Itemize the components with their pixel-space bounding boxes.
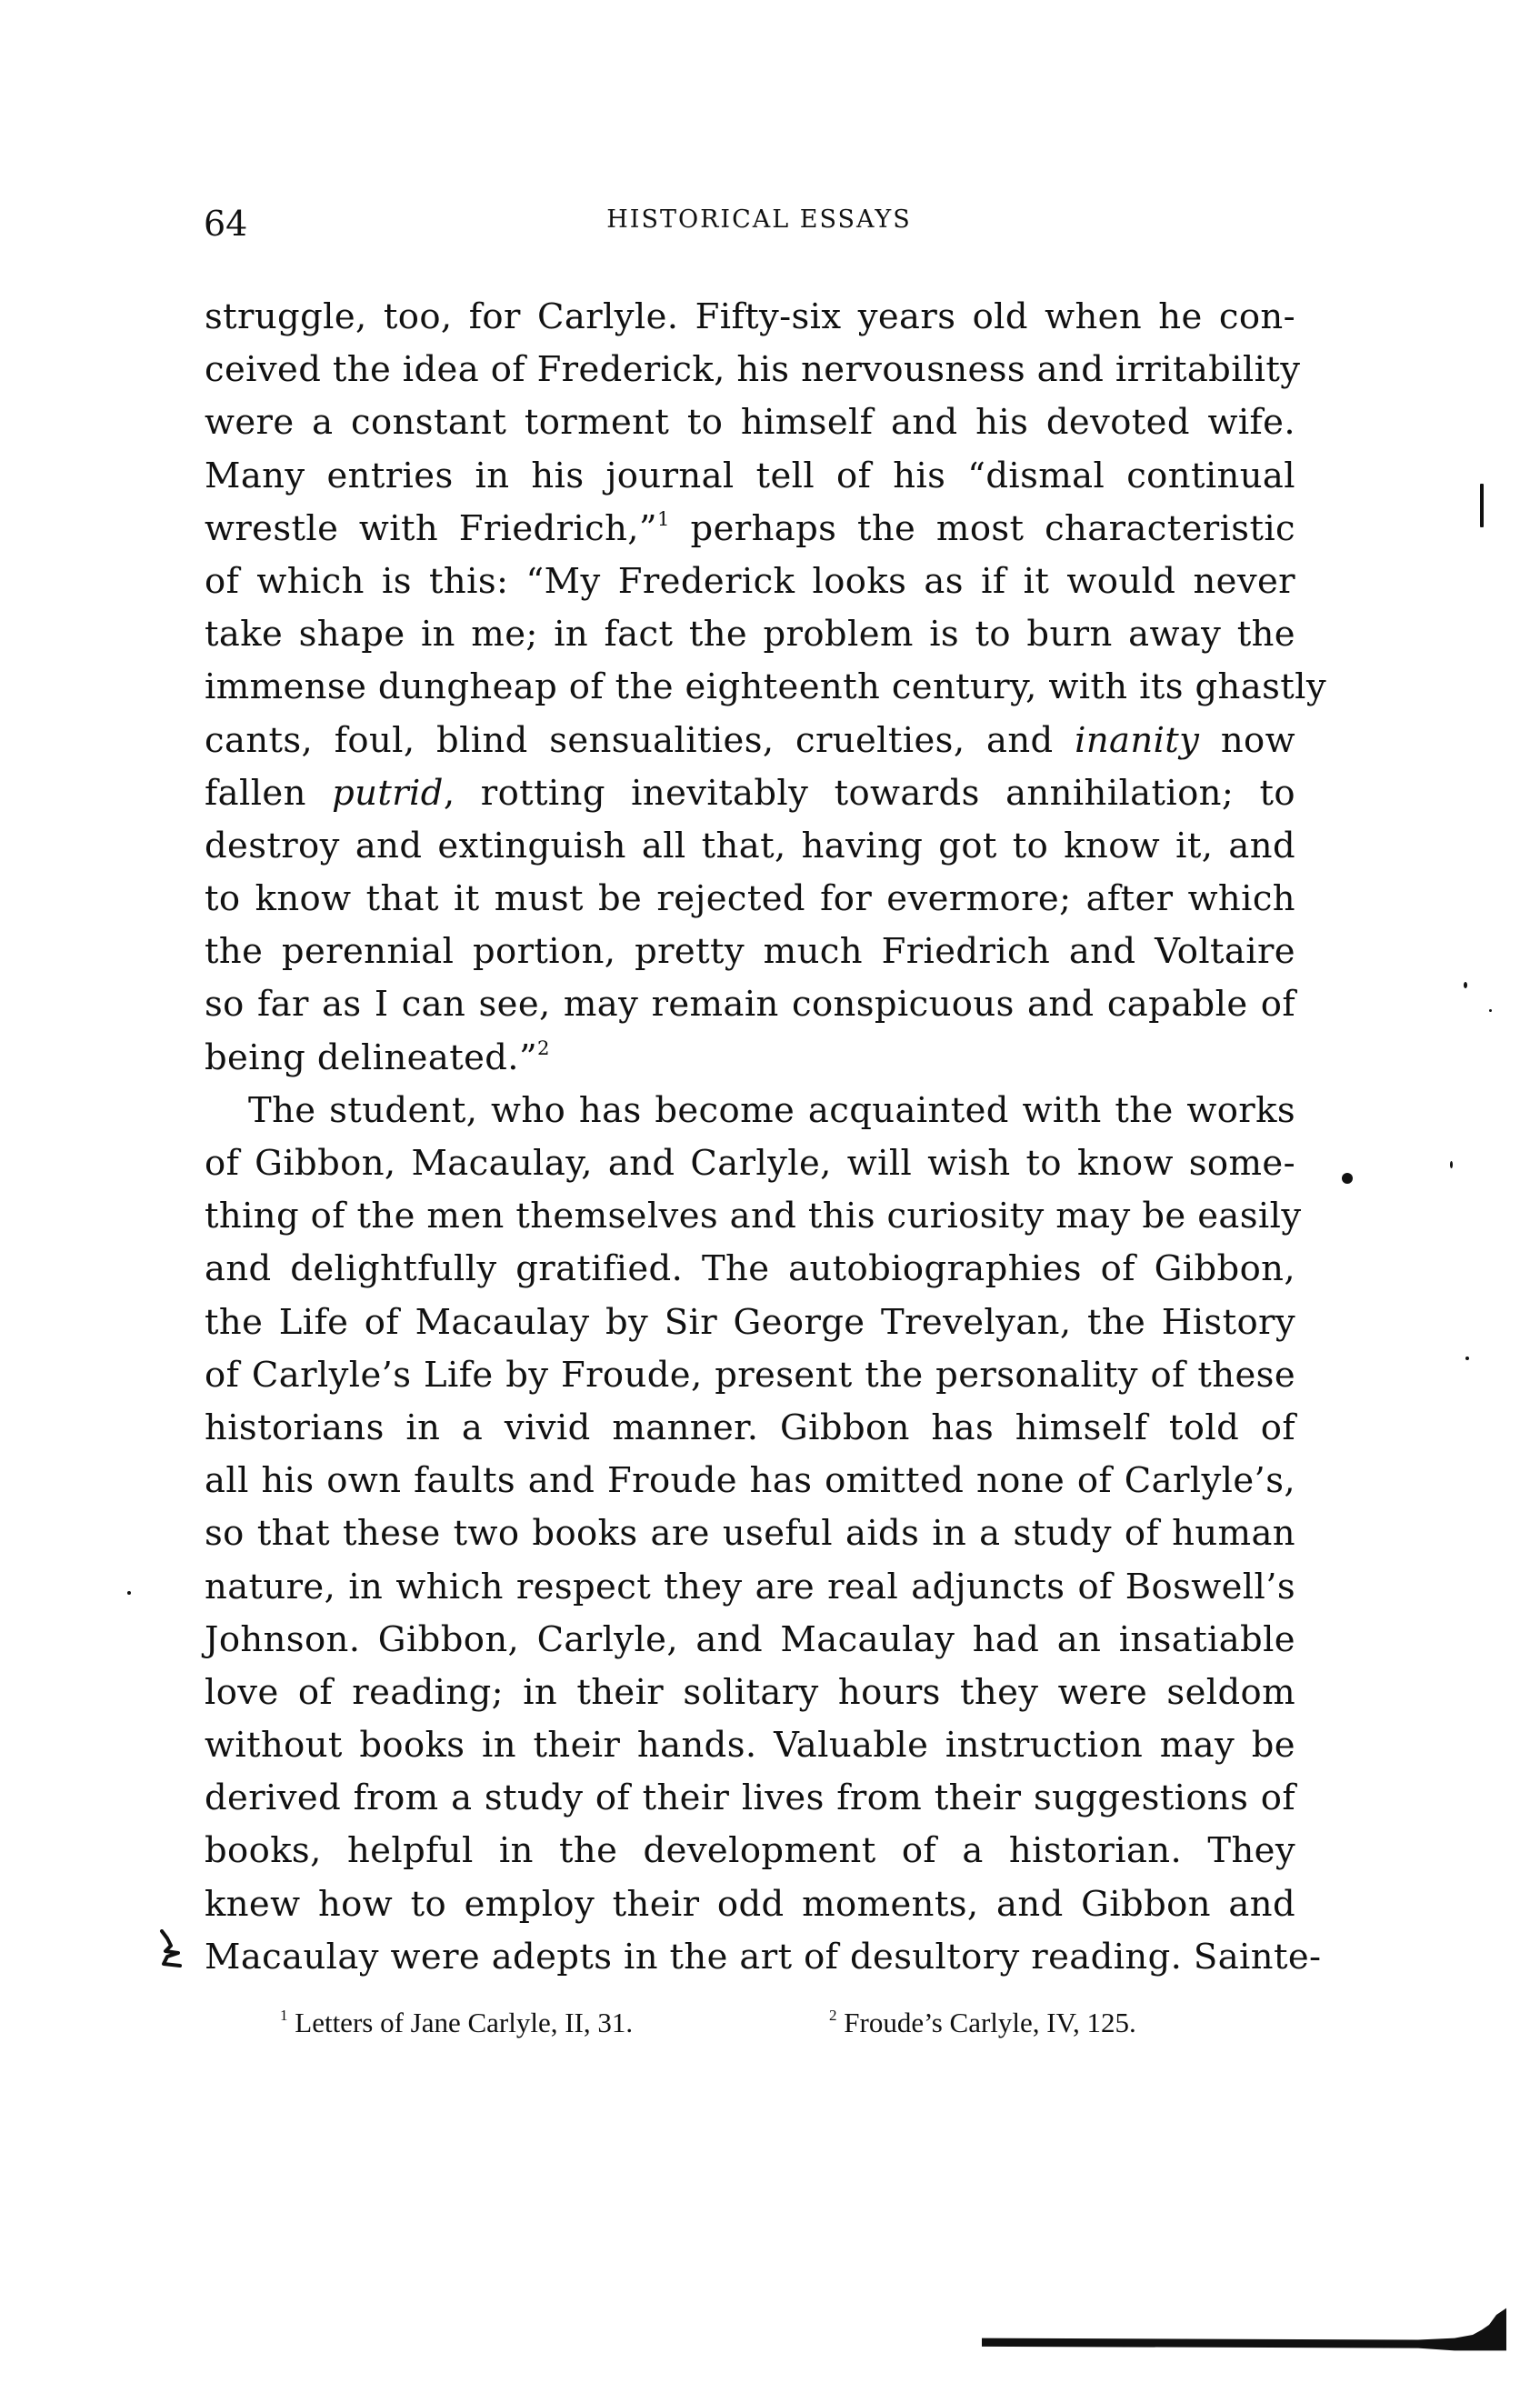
text-line: of Carlyle’s Life by Froude, present the personality of these — [205, 1354, 1295, 1396]
text-line: books, helpful in the development of a historian. They — [205, 1830, 1295, 1872]
bottom-rule-icon — [982, 2305, 1506, 2355]
text-line — [205, 767, 1295, 820]
footnote-ref-2: 2 — [537, 1036, 550, 1059]
footnote-1 — [280, 2005, 633, 2041]
text-line: ceived the idea of Frederick, his nervousness and irritability — [205, 349, 1301, 391]
text-line: so far as I can see, may remain conspicuous and capable of — [205, 984, 1295, 1026]
running-head: HISTORICAL ESSAYS — [606, 205, 912, 234]
text-line: and delightfully gratified. The autobiographies of Gibbon, — [205, 1248, 1295, 1290]
footnote-text: Letters of Jane Carlyle, II, 31. — [287, 2007, 634, 2038]
line-text: fallen — [205, 772, 333, 814]
scan-speck — [1450, 1161, 1453, 1168]
text-line — [205, 503, 1295, 556]
text-line: to know that it must be rejected for evermore; after which — [205, 878, 1295, 920]
line-text: wrestle with Friedrich,” — [205, 507, 657, 549]
text-line: of which is this: “My Frederick looks as if it would never — [205, 560, 1295, 602]
text-line: take shape in me; in fact the problem is to burn away the — [205, 614, 1295, 656]
line-text: , rotting inevitably towards annihilation; to — [443, 772, 1296, 814]
text-line: immense dungheap of the eighteenth century, with its ghastly — [205, 666, 1326, 708]
line-text: cants, foul, blind sensualities, cruelties, and — [205, 719, 1075, 761]
text-line: the perennial portion, pretty much Friedrich and Voltaire — [205, 931, 1295, 973]
line-text: being delineated.” — [205, 1036, 538, 1078]
scan-speck — [1480, 484, 1484, 527]
text-line: of Gibbon, Macaulay, and Carlyle, will wish to know some- — [205, 1143, 1295, 1184]
text-line: all his own faults and Froude has omitted none of Carlyle’s, — [205, 1460, 1295, 1502]
italic-word: inanity — [1075, 719, 1200, 761]
text-line: love of reading; in their solitary hours they were seldom — [205, 1671, 1295, 1713]
line-text: perhaps the most characteristic — [669, 507, 1296, 549]
footnote-2 — [829, 2005, 1136, 2041]
text-line — [205, 715, 1295, 767]
margin-mark-icon — [158, 1929, 185, 1967]
body-text — [205, 291, 1326, 1984]
scan-speck — [1489, 1009, 1492, 1012]
text-line: destroy and extinguish all that, having got to know it, and — [205, 825, 1295, 866]
text-line: without books in their hands. Valuable instruction may be — [205, 1725, 1295, 1767]
footnote-text: Froude’s Carlyle, IV, 125. — [836, 2007, 1136, 2038]
scan-speck — [1342, 1173, 1353, 1184]
italic-word: putrid — [332, 772, 444, 814]
text-line: derived from a study of their lives from their suggestions of — [205, 1777, 1295, 1819]
text-line — [205, 1032, 1295, 1085]
scan-speck — [1464, 982, 1467, 988]
scan-speck — [1465, 1357, 1469, 1360]
footnote-ref-1: 1 — [657, 506, 670, 530]
scan-speck — [127, 1591, 131, 1595]
text-line: Macaulay were adepts in the art of desultory reading. Sainte- — [205, 1936, 1322, 1977]
text-line: knew how to employ their odd moments, and Gibbon and — [205, 1883, 1295, 1925]
text-line: the Life of Macaulay by Sir George Trevelyan, the History — [205, 1301, 1295, 1343]
footnote-marker: 2 — [829, 2007, 837, 2025]
footnote-marker: 1 — [280, 2007, 288, 2025]
text-line: so that these two books are useful aids in a study of human — [205, 1513, 1295, 1555]
text-line: were a constant torment to himself and his devoted wife. — [205, 402, 1295, 444]
text-line: struggle, too, for Carlyle. Fifty-six years old when he con- — [205, 296, 1295, 337]
text-line: Johnson. Gibbon, Carlyle, and Macaulay had an insatiable — [205, 1618, 1295, 1660]
text-line: thing of the men themselves and this curiosity may be easily — [205, 1196, 1302, 1237]
text-line: The student, who has become acquainted with the works — [248, 1089, 1295, 1131]
page-number: 64 — [204, 204, 248, 244]
line-text: now — [1199, 719, 1295, 761]
text-line: nature, in which respect they are real adjuncts of Boswell’s — [205, 1566, 1295, 1607]
text-line: historians in a vivid manner. Gibbon has himself told of — [205, 1407, 1295, 1448]
text-line: Many entries in his journal tell of his “dismal continual — [205, 455, 1295, 496]
